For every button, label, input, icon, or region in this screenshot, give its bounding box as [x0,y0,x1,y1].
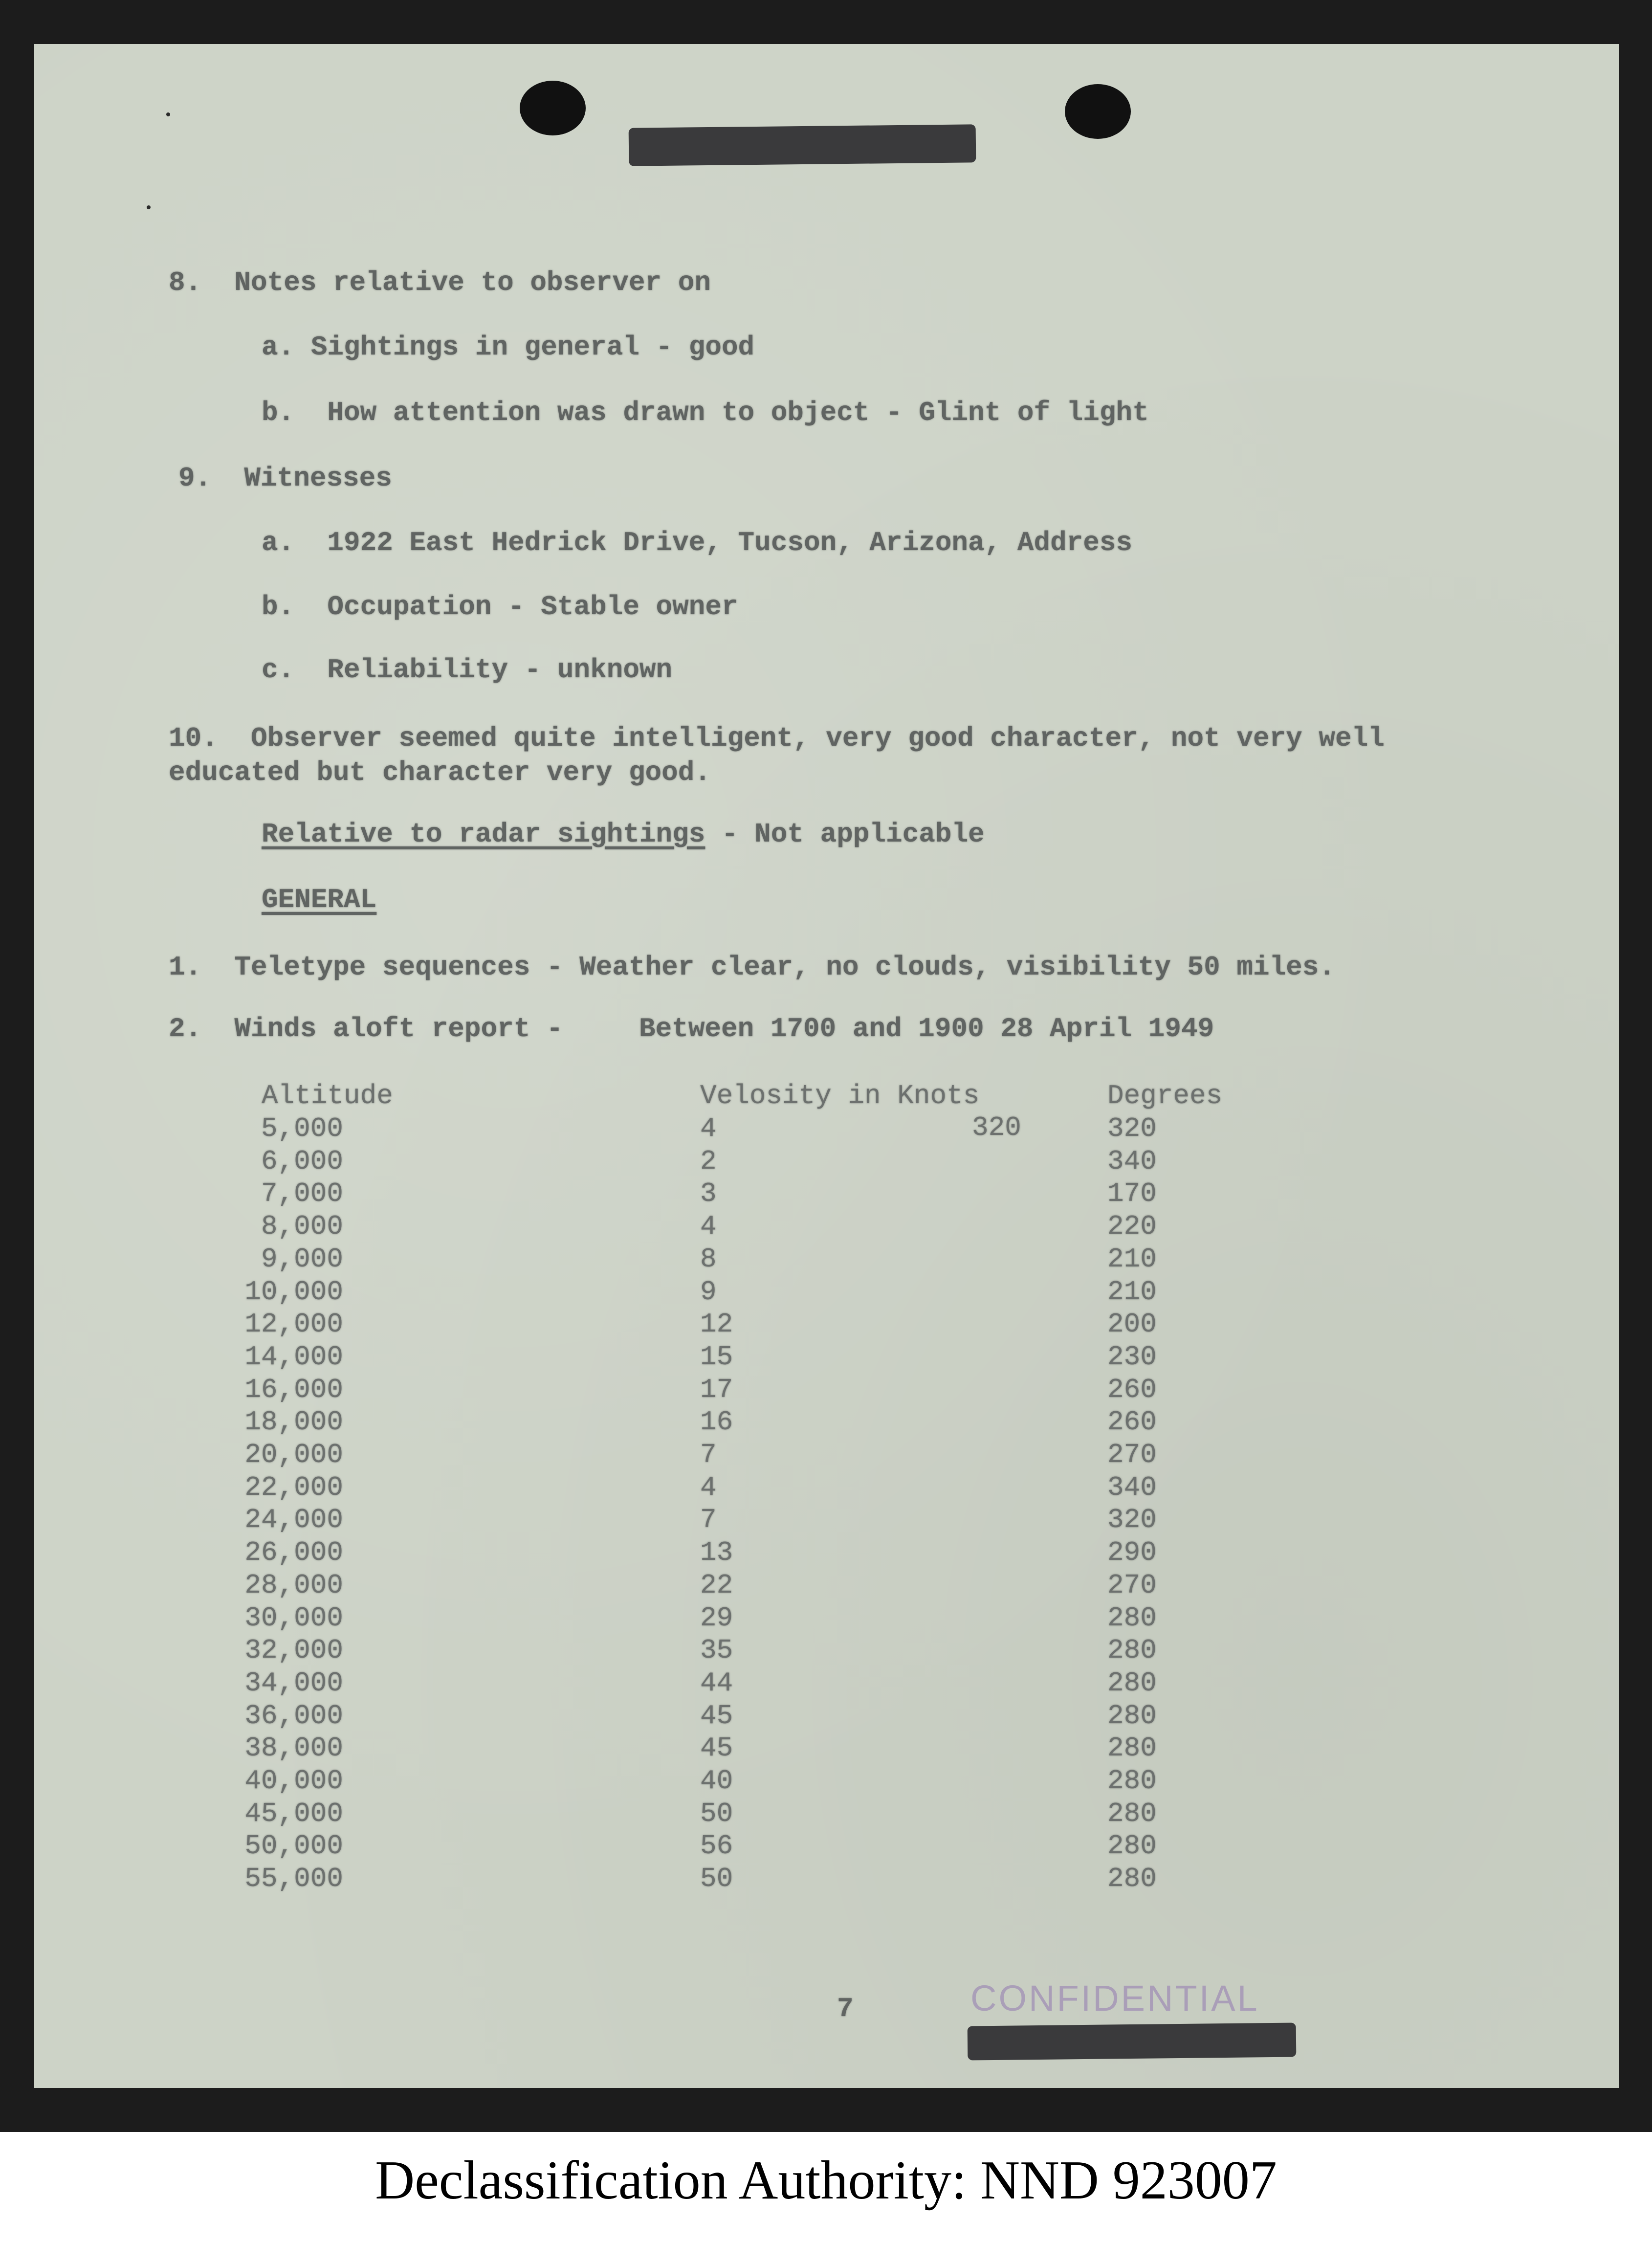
confidential-stamp: CONFIDENTIAL [970,1978,1259,2019]
table-cell-velocity: 3 [700,1178,717,1210]
table-cell-degrees: 340 [1107,1145,1157,1177]
table-cell-altitude: 34,000 [244,1667,343,1699]
table-cell-velocity: 7 [700,1504,717,1536]
table-cell-velocity: 35 [700,1635,733,1666]
table-cell-degrees: 280 [1107,1798,1157,1829]
table-cell-velocity: 50 [700,1798,733,1829]
speck [166,112,170,116]
table-cell-degrees: 170 [1107,1178,1157,1210]
table-cell-velocity: 4 [700,1471,717,1503]
table-cell-velocity: 56 [700,1830,733,1862]
radar-value: - Not applicable [705,819,985,850]
section-10-line1: 10. Observer seemed quite intelligent, very good character, not very well [169,723,1385,754]
table-cell-velocity: 15 [700,1341,733,1373]
table-cell-degrees: 230 [1107,1341,1157,1373]
redaction-bar-bottom [968,2022,1297,2060]
section-9a: a. 1922 East Hedrick Drive, Tucson, Arizona, Address [262,527,1133,558]
table-cell-altitude: 10,000 [244,1276,343,1308]
table-cell-degrees: 280 [1107,1667,1157,1699]
radar-sightings-line [262,821,985,848]
table-cell-altitude: 20,000 [244,1439,343,1470]
table-cell-degrees: 280 [1107,1700,1157,1731]
table-cell-velocity: 9 [700,1276,717,1308]
general-item-2-value: Between 1700 and 1900 28 April 1949 [639,1013,1214,1044]
table-cell-degrees: 320 [1107,1504,1157,1536]
table-cell-degrees: 260 [1107,1374,1157,1405]
table-cell-altitude: 32,000 [244,1635,343,1666]
section-9-heading: 9. Witnesses [178,463,392,494]
table-cell-velocity: 50 [700,1863,733,1895]
table-cell-degrees: 280 [1107,1765,1157,1797]
table-cell-degrees: 280 [1107,1830,1157,1862]
general-item-2-label: 2. Winds aloft report - [169,1013,563,1044]
section-9c: c. Reliability - unknown [262,654,673,686]
table-cell-velocity: 45 [700,1700,733,1731]
table-cell-altitude: 14,000 [244,1341,343,1373]
table-header-velocity: Velosity in Knots [700,1080,980,1111]
table-cell-velocity: 29 [700,1602,733,1634]
section-10-line2: educated but character very good. [169,757,711,788]
table-cell-velocity: 7 [700,1439,717,1470]
table-cell-velocity: 4 [700,1113,717,1144]
table-cell-altitude: 50,000 [244,1830,343,1862]
redaction-bar-top [629,124,976,166]
table-cell-degrees: 320 [1107,1113,1157,1144]
table-cell-degrees: 270 [1107,1569,1157,1601]
table-cell-velocity: 17 [700,1374,733,1405]
table-cell-altitude: 28,000 [244,1569,343,1601]
table-cell-altitude: 7,000 [261,1178,343,1210]
radar-label: Relative to radar sightings [262,819,705,850]
table-cell-velocity: 44 [700,1667,733,1699]
table-cell-velocity: 40 [700,1765,733,1797]
table-header-altitude: Altitude [262,1080,393,1111]
page-number: 7 [837,1993,854,2024]
table-cell-degrees: 200 [1107,1309,1157,1340]
general-heading: GENERAL [262,884,377,915]
table-cell-altitude: 30,000 [244,1602,343,1634]
table-cell-degrees: 220 [1107,1211,1157,1243]
table-cell-velocity: 2 [700,1145,717,1177]
table-cell-degrees: 340 [1107,1471,1157,1503]
table-cell-altitude: 5,000 [261,1113,343,1144]
table-cell-altitude: 38,000 [244,1732,343,1764]
table-cell-velocity: 16 [700,1406,733,1438]
table-cell-altitude: 26,000 [244,1537,343,1569]
table-cell-altitude: 8,000 [261,1211,343,1243]
table-cell-altitude: 6,000 [261,1145,343,1177]
table-cell-velocity: 13 [700,1537,733,1569]
table-cell-degrees: 280 [1107,1602,1157,1634]
table-cell-velocity: 12 [700,1309,733,1340]
table-header-degrees: Degrees [1107,1080,1223,1111]
table-cell-altitude: 9,000 [261,1243,343,1275]
table-cell-altitude: 12,000 [244,1309,343,1340]
table-cell-velocity: 4 [700,1211,717,1243]
table-cell-altitude: 18,000 [244,1406,343,1438]
speck [147,205,151,209]
table-cell-degrees: 210 [1107,1276,1157,1308]
declassification-caption: Declassification Authority: NND 923007 [375,2150,1277,2211]
table-cell-velocity: 45 [700,1732,733,1764]
section-8a: a. Sightings in general - good [262,332,755,363]
table-cell-velocity: 8 [700,1243,717,1275]
table-cell-altitude: 40,000 [244,1765,343,1797]
table-cell-velocity: 22 [700,1569,733,1601]
punch-hole [1065,84,1131,139]
table-cell-degrees: 290 [1107,1537,1157,1569]
table-cell-altitude: 24,000 [244,1504,343,1536]
table-cell-altitude: 45,000 [244,1798,343,1829]
general-item-1: 1. Teletype sequences - Weather clear, no clouds, visibility 50 miles. [169,952,1335,983]
punch-hole [520,81,586,135]
section-9b: b. Occupation - Stable owner [262,591,738,622]
table-cell-altitude: 55,000 [244,1863,343,1895]
table-cell-degrees: 260 [1107,1406,1157,1438]
section-8-heading: 8. Notes relative to observer on [169,267,711,298]
table-cell-degrees: 280 [1107,1635,1157,1666]
table-cell-altitude: 22,000 [244,1471,343,1503]
table-cell-altitude: 36,000 [244,1700,343,1731]
table-cell-degrees: 280 [1107,1863,1157,1895]
section-8b: b. How attention was drawn to object - Glint of light [262,397,1149,428]
table-cell-degrees: 280 [1107,1732,1157,1764]
stray-value: 320 [972,1112,1021,1143]
table-cell-altitude: 16,000 [244,1374,343,1405]
table-cell-degrees: 270 [1107,1439,1157,1470]
table-cell-degrees: 210 [1107,1243,1157,1275]
